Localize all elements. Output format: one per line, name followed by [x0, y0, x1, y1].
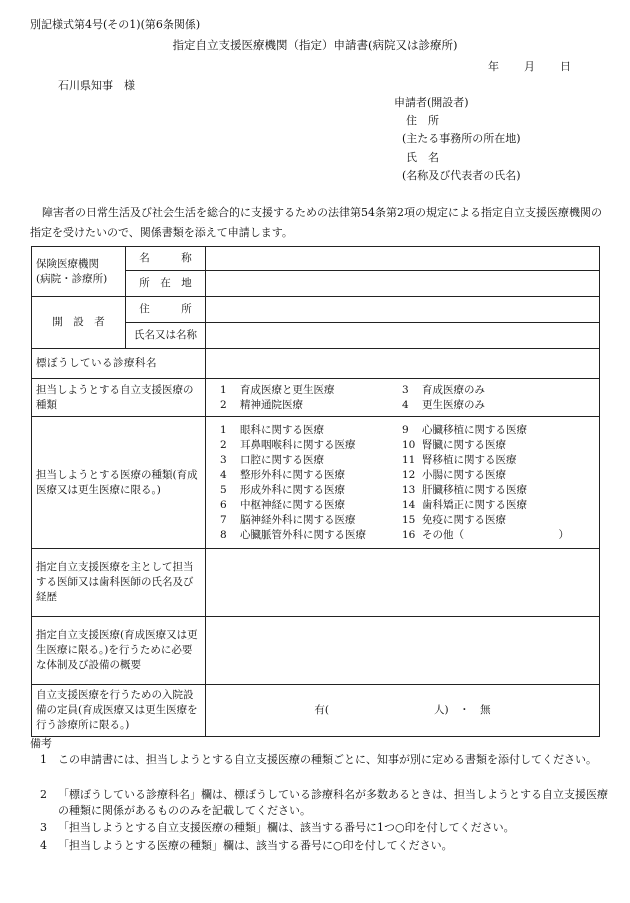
beds-label: 自立支援医療を行うための入院設備の定員(育成医療又は更生医療を行う診療所に限る。): [32, 685, 206, 737]
note-item: 3 「担当しようとする自立支援医療の種類」欄は、該当する番号に1つ○印を付してください。: [40, 821, 515, 834]
medical-type-right-10[interactable]: 10 腎臓に関する医療: [402, 438, 506, 451]
service-type-label: 担当しようとする自立支援医療の種類: [32, 379, 206, 417]
medical-type-right-12[interactable]: 12 小腸に関する医療: [402, 468, 506, 481]
applicant-name-label: 氏 名: [406, 151, 439, 164]
medical-type-left-6[interactable]: 6 中枢神経に関する医療: [220, 498, 345, 511]
founder-address-field[interactable]: [206, 297, 600, 323]
medical-type-right-14[interactable]: 14 歯科矯正に関する医療: [402, 498, 527, 511]
insurance-institution-label: [32, 247, 126, 297]
doctor-field[interactable]: [206, 549, 600, 617]
medical-type-left-8[interactable]: 8 心臓脈管外科に関する医療: [220, 528, 366, 541]
medical-type-right-13[interactable]: 13 肝臓移植に関する医療: [402, 483, 527, 496]
applicant-address-note: (主たる事務所の所在地): [402, 132, 521, 145]
medical-type-left-2[interactable]: 2 耳鼻咽喉科に関する医療: [220, 438, 356, 451]
medical-type-left-5[interactable]: 5 形成外科に関する医療: [220, 483, 345, 496]
service-type-option[interactable]: 1 育成医療と更生医療: [220, 383, 335, 396]
medical-type-left-4[interactable]: 4 整形外科に関する医療: [220, 468, 345, 481]
facility-label: 指定自立支援医療(育成医療又は更生医療に限る。)を行うために必要な体制及び設備の概要: [32, 617, 206, 685]
service-type-option[interactable]: 3 育成医療のみ: [402, 383, 485, 396]
medical-type-label: 担当しようとする医療の種類(育成医療又は更生医療に限る。): [32, 417, 206, 549]
facility-field[interactable]: [206, 617, 600, 685]
founder-name-label: 氏名又は名称: [126, 323, 206, 349]
service-type-options[interactable]: [206, 379, 600, 417]
date-month: 月: [524, 60, 535, 73]
applicant-name-note: (名称及び代表者の氏名): [402, 169, 521, 182]
note-item: 2 「標ぼうしている診療科名」欄は、標ぼうしている診療科名が多数あるときは、担当しようとする自立支援医療の種類に関係があるもののみを記載してください。: [40, 788, 608, 817]
application-table: [31, 246, 600, 737]
name-label: 名 称: [126, 247, 206, 271]
note-item: 1 この申請書には、担当しようとする自立支援医療の種類ごとに、知事が別に定める書類を添付してください。: [40, 753, 597, 766]
medical-type-options[interactable]: [206, 417, 600, 549]
doctor-label: 指定自立支援医療を主として担当する医師又は歯科医師の氏名及び経歴: [32, 549, 206, 617]
specialty-field[interactable]: [206, 349, 600, 379]
specialty-label: 標ぼうしている診療科名: [32, 349, 206, 379]
service-type-option[interactable]: 4 更生医療のみ: [402, 398, 485, 411]
founder-label: 開 設 者: [32, 297, 126, 349]
medical-type-left-1[interactable]: 1 眼科に関する医療: [220, 423, 324, 436]
date-day: 日: [560, 60, 571, 73]
document-title: 指定自立支援医療機関（指定）申請書(病院又は診療所): [172, 38, 458, 52]
applicant-label: 申請者(開設者): [394, 96, 469, 109]
medical-type-right-11[interactable]: 11 腎移植に関する医療: [402, 453, 517, 466]
insurance-label-line1: 保険医療機関: [36, 257, 99, 270]
founder-name-field[interactable]: [206, 323, 600, 349]
insurance-label-line2: (病院・診療所): [36, 272, 108, 285]
note-item: 4 「担当しようとする医療の種類」欄は、該当する番号に○印を付してください。: [40, 839, 453, 852]
notes-title: 備考: [30, 737, 52, 750]
form-id: 別記様式第4号(その1)(第6条関係): [30, 18, 201, 31]
service-type-option[interactable]: 2 精神通院医療: [220, 398, 303, 411]
location-field[interactable]: [206, 271, 600, 297]
medical-type-right-16[interactable]: 16 その他（ ）: [402, 528, 569, 541]
medical-type-right-9[interactable]: 9 心臓移植に関する医療: [402, 423, 527, 436]
addressee: 石川県知事 様: [58, 79, 135, 92]
name-field[interactable]: [206, 247, 600, 271]
intro-text: 障害者の日常生活及び社会生活を総合的に支援するための法律第54条第2項の規定による指定自立支援医療機関の指定を受けたいので、関係書類を添えて申請します。: [30, 206, 602, 239]
date-year: 年: [488, 60, 499, 73]
medical-type-right-15[interactable]: 15 免疫に関する医療: [402, 513, 506, 526]
beds-field[interactable]: 有( 人) ・ 無: [206, 685, 600, 737]
medical-type-left-7[interactable]: 7 脳神経外科に関する医療: [220, 513, 356, 526]
location-label: 所 在 地: [126, 271, 206, 297]
applicant-address-label: 住 所: [406, 114, 439, 127]
medical-type-left-3[interactable]: 3 口腔に関する医療: [220, 453, 324, 466]
founder-address-label: 住 所: [126, 297, 206, 323]
